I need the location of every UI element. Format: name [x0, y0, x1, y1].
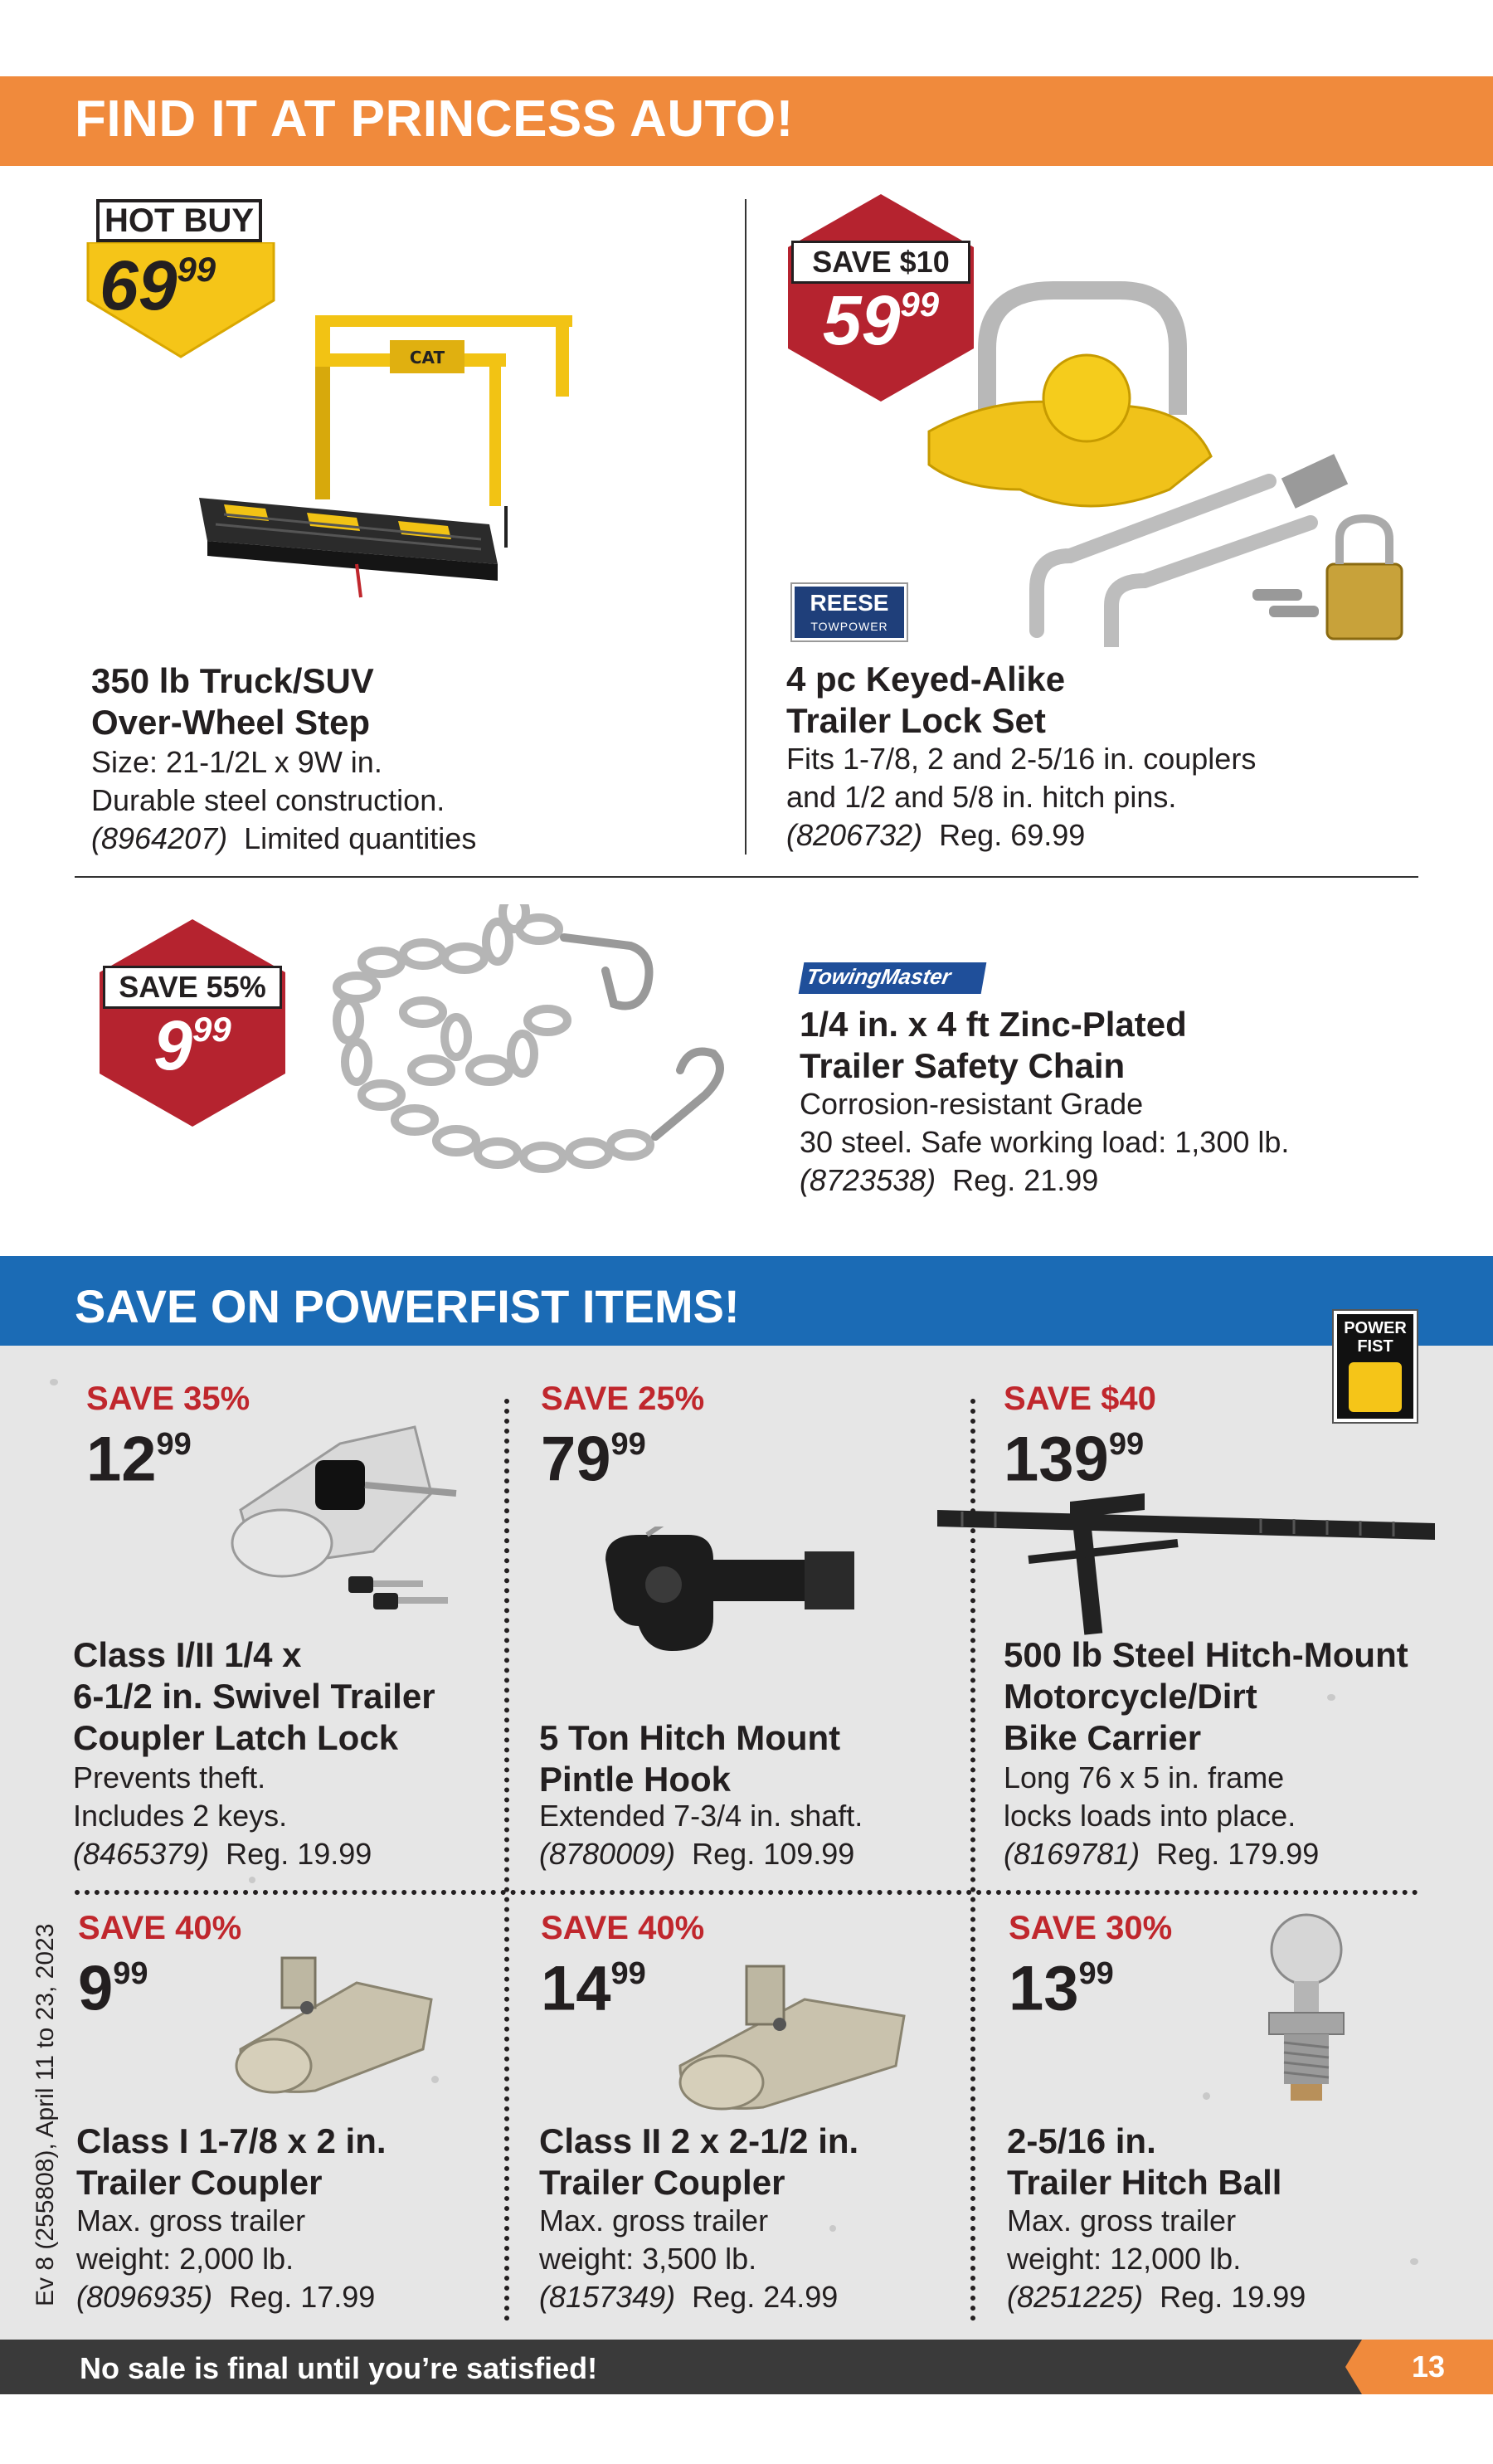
step-description: Size: 21-1/2L x 9W in. Durable steel construction. (8964207) Limited quantities [91, 745, 477, 855]
grid-item-2-price: SAVE 25% $79^{99}$ [541, 1381, 705, 1495]
grid-item-1-description: Prevents theft. Includes 2 keys. (8465379) Reg. 19.99 [73, 1760, 372, 1871]
lockset-reg: Reg. 69.99 [939, 818, 1086, 852]
chain-title: 1/4 in. x 4 ft Zinc-Plated Trailer Safety Chain [800, 1005, 1187, 1085]
grid-item-5-title: Class II 2 x 2-1/2 in. Trailer Coupler [539, 2121, 859, 2202]
grid-item-4-price: SAVE 40% $9^{99}$ [78, 1910, 242, 2024]
sale-price: $59^{99}$ [822, 281, 940, 359]
bike-carrier-image [929, 1493, 1443, 1643]
hot-buy-label: HOT BUY [96, 199, 262, 242]
save-label: SAVE $10 [791, 241, 970, 284]
class-i-coupler-image [224, 1950, 440, 2107]
grid-item-2-description: Extended 7-3/4 in. shaft. (8780009) Reg. 109.99 [539, 1799, 863, 1871]
page-number-tab [1345, 2340, 1493, 2394]
coupler-latch-lock-image [207, 1394, 489, 1634]
over-wheel-step-image [191, 307, 722, 655]
chain-description: Corrosion-resistant Grade 30 steel. Safe working load: 1,300 lb. (8723538) Reg. 21.99 [800, 1087, 1290, 1197]
grid-item-6-title: 2-5/16 in. Trailer Hitch Ball [1007, 2121, 1282, 2202]
class-ii-coupler-image [664, 1958, 912, 2116]
grid-item-1-title: Class I/II 1/4 x 6-1/2 in. Swivel Trailer Coupler Latch Lock [73, 1635, 435, 1757]
header-banner [0, 76, 1493, 166]
footer-text: No sale is final until you’re satisfied! [80, 2351, 598, 2385]
hot-buy-price: $69^{99}$ [100, 246, 216, 324]
dotted-divider [75, 1890, 1418, 1895]
dotted-divider [504, 1399, 509, 2321]
save-label: SAVE 55% [103, 966, 282, 1009]
page-number: 13 [1411, 2350, 1446, 2384]
grid-item-4-description: Max. gross trailer weight: 2,000 lb. (8096935) Reg. 17.99 [76, 2203, 376, 2314]
grid-item-4-title: Class I 1-7/8 x 2 in. Trailer Coupler [76, 2121, 387, 2202]
step-title: 350 lb Truck/SUV Over-Wheel Step [91, 661, 374, 742]
edition-info: Ev 8 (255808), April 11 to 23, 2023 [32, 1923, 59, 2306]
cat-logo: CAT [409, 348, 445, 368]
hitch-ball-image [1261, 1908, 1352, 2107]
step-note: Limited quantities [244, 821, 477, 855]
chain-sku: (8723538) [800, 1163, 936, 1197]
lockset-description: Fits 1-7/8, 2 and 2-5/16 in. couplers and 1/2 and 5/8 in. hitch pins. (8206732) Reg. 69.99 [786, 742, 1257, 852]
grid-item-5-price: SAVE 40% $14^{99}$ [541, 1910, 705, 2024]
column-divider [745, 199, 746, 855]
chain-reg: Reg. 21.99 [952, 1163, 1099, 1197]
lock-set-image [921, 274, 1452, 647]
powerfist-logo: POWER FIST [1334, 1311, 1417, 1422]
sale-price: $9^{99}$ [153, 1006, 231, 1084]
save-badge-chain [93, 919, 292, 1127]
grid-item-3-title: 500 lb Steel Hitch-Mount Motorcycle/Dirt Bike Carrier [1004, 1635, 1408, 1757]
towingmaster-logo: TowingMaster [799, 962, 987, 994]
pintle-hook-image [597, 1527, 871, 1659]
safety-chain-image [323, 904, 755, 1211]
grid-item-1-price: SAVE 35% $12^{99}$ [86, 1381, 250, 1495]
powerfist-banner [0, 1256, 1493, 1346]
footer-bar [0, 2340, 1493, 2394]
step-sku: (8964207) [91, 821, 228, 855]
section-title: SAVE ON POWERFIST ITEMS! [75, 1280, 740, 1332]
grid-item-3-price: SAVE $40 $139^{99}$ [1004, 1381, 1156, 1495]
grid-item-3-description: Long 76 x 5 in. frame locks loads into place. (8169781) Reg. 179.99 [1004, 1760, 1320, 1871]
grid-item-2-title: 5 Ton Hitch Mount Pintle Hook [539, 1718, 841, 1799]
grid-item-5-description: Max. gross trailer weight: 3,500 lb. (8157349) Reg. 24.99 [539, 2203, 839, 2314]
section-divider [75, 876, 1418, 878]
fist-icon [1349, 1362, 1402, 1412]
lockset-title: 4 pc Keyed-Alike Trailer Lock Set [786, 660, 1066, 740]
grid-item-6-description: Max. gross trailer weight: 12,000 lb. (8251225) Reg. 19.99 [1007, 2203, 1306, 2314]
reese-logo: REESE TOWPOWER [792, 584, 907, 640]
page-title: FIND IT AT PRINCESS AUTO! [75, 90, 794, 148]
lockset-sku: (8206732) [786, 818, 923, 852]
grid-item-6-price: SAVE 30% $13^{99}$ [1009, 1910, 1173, 2024]
